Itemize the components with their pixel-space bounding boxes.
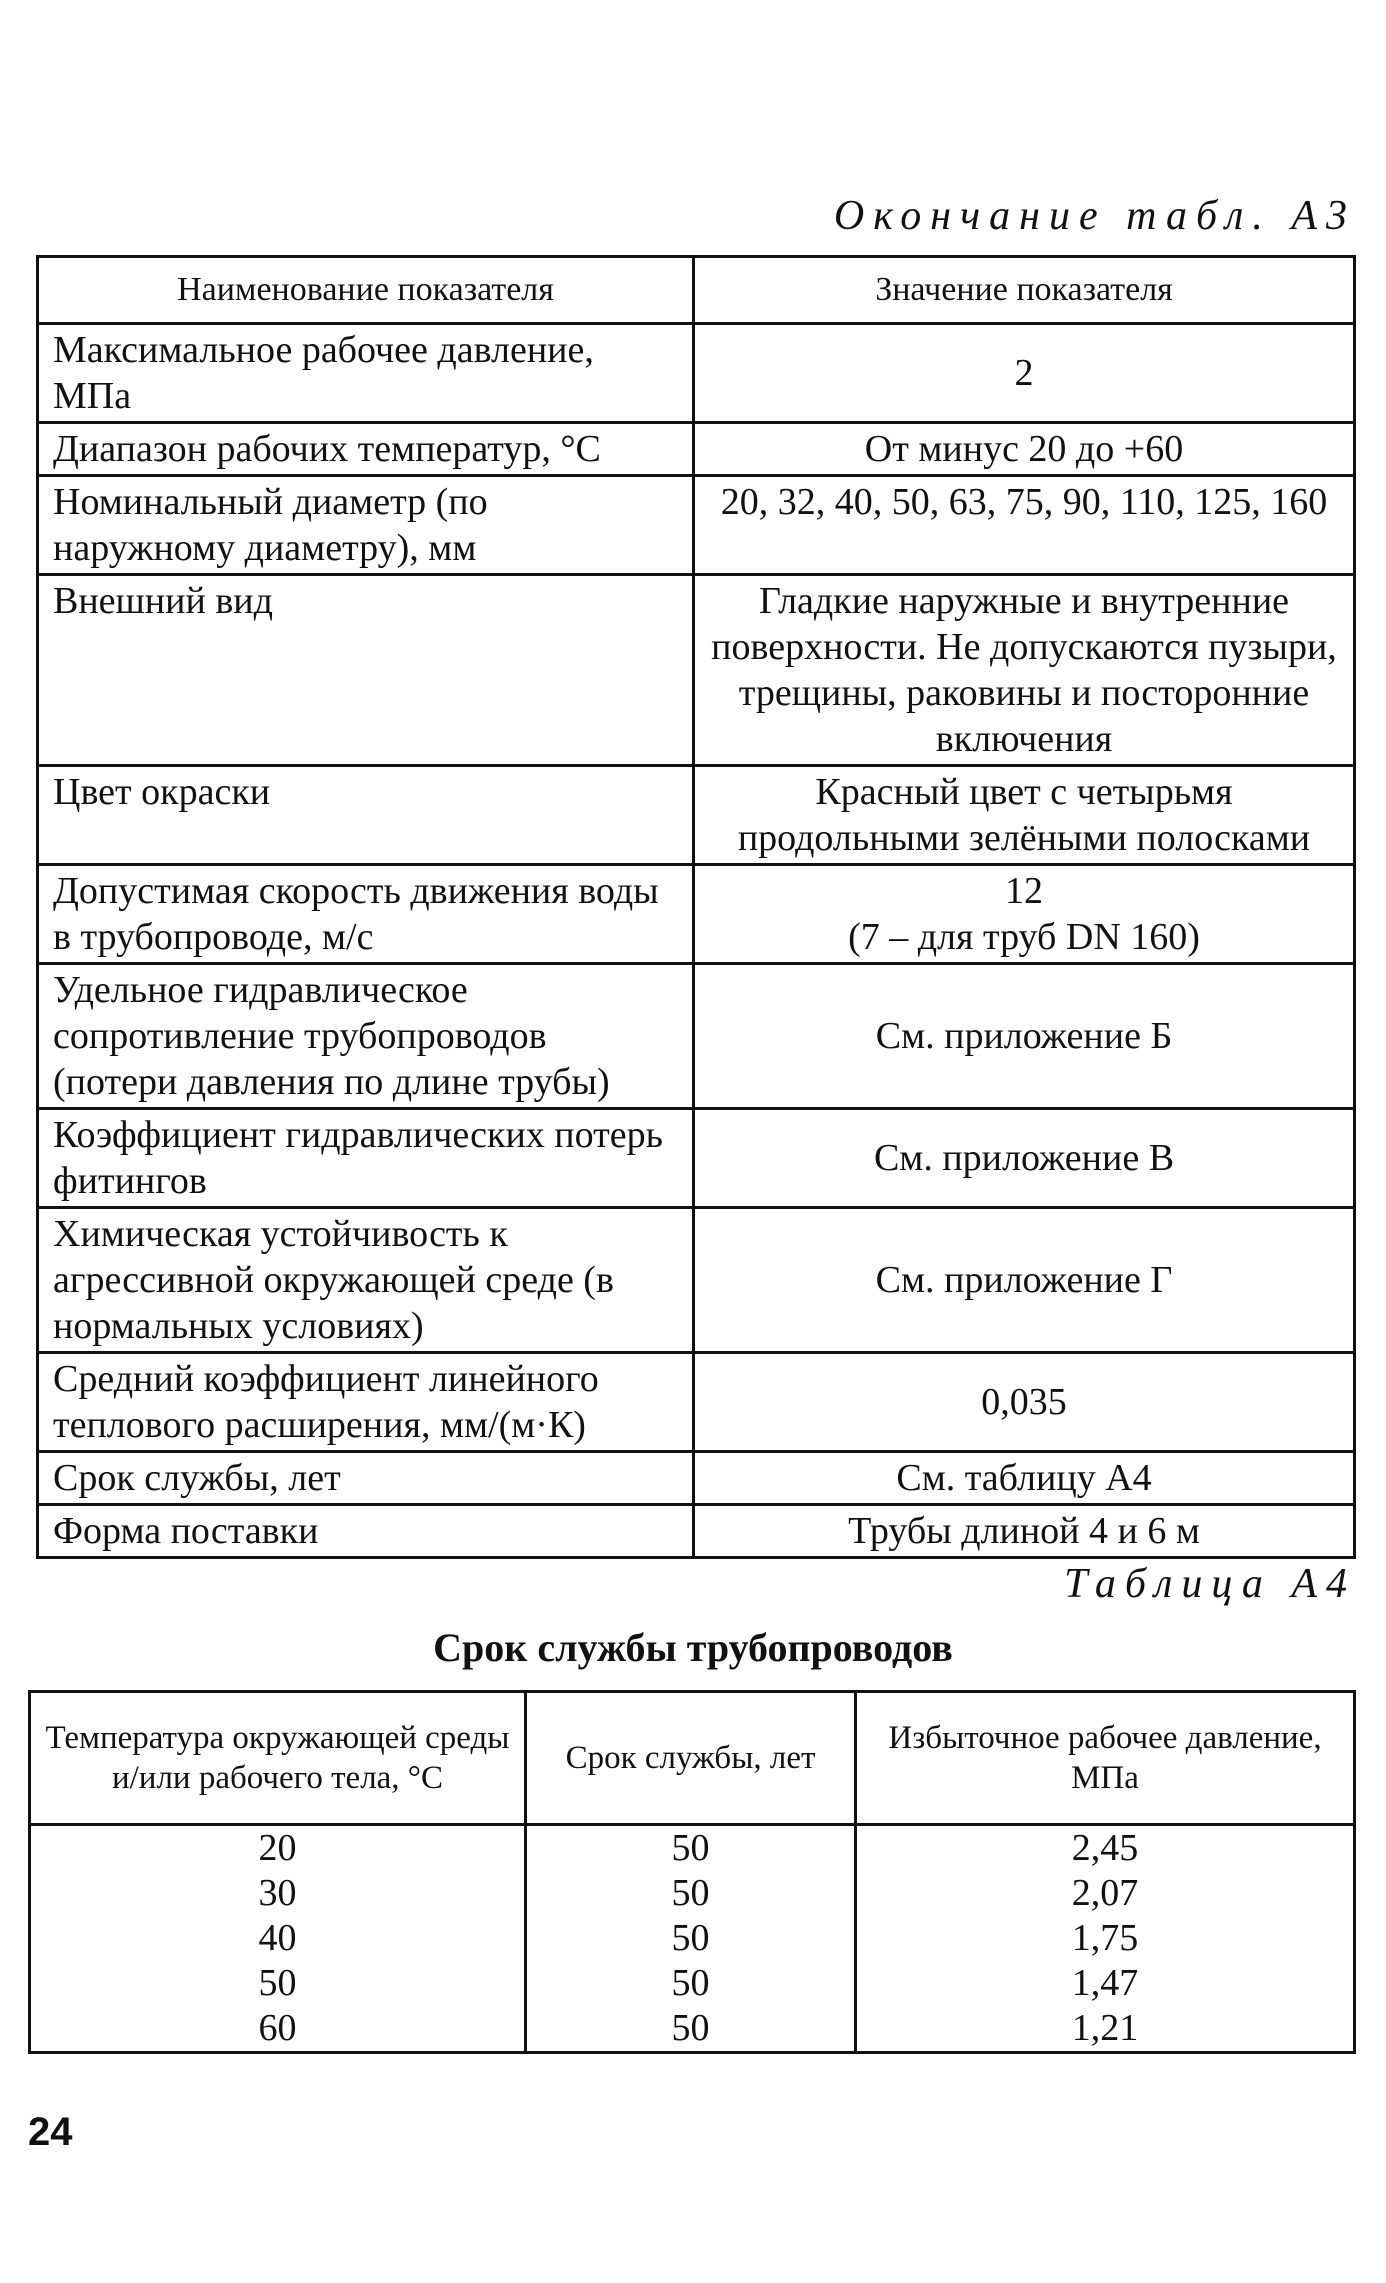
property-name: Срок службы, лет (38, 1452, 694, 1505)
pressure-cell: 2,45 (856, 1825, 1355, 1872)
property-name: Максимальное рабочее давление, МПа (38, 324, 694, 423)
property-value: См. приложение Г (694, 1208, 1355, 1353)
column-header: Температура окружающей среды и/или рабочего тела, °С (30, 1692, 526, 1825)
table-row (30, 1961, 1355, 2006)
property-value: От минус 20 до +60 (694, 423, 1355, 476)
table-row (38, 1208, 1355, 1353)
value-line: (7 – для труб DN 160) (848, 916, 1200, 958)
property-name: Цвет окраски (38, 766, 694, 865)
temperature-cell: 20 (30, 1825, 526, 1872)
property-value: См. приложение Б (694, 964, 1355, 1109)
property-value: Красный цвет с четырьмя продольными зелёными полосками (694, 766, 1355, 865)
table-header-row (38, 257, 1355, 324)
property-value: 20, 32, 40, 50, 63, 75, 90, 110, 125, 160 (694, 476, 1355, 575)
service-life-cell: 50 (526, 1825, 856, 1872)
table-row (38, 423, 1355, 476)
property-name: Коэффициент гидравлических потерь фитингов (38, 1109, 694, 1208)
property-name: Внешний вид (38, 575, 694, 766)
property-name: Номинальный диаметр (по наружному диаметру), мм (38, 476, 694, 575)
table-row (30, 2006, 1355, 2053)
property-value: 2 (694, 324, 1355, 423)
table-row (30, 1916, 1355, 1961)
table-row (38, 766, 1355, 865)
pressure-cell: 1,75 (856, 1916, 1355, 1961)
service-life-table (28, 1690, 1356, 2054)
value-line: 12 (1005, 870, 1043, 912)
column-header: Избыточное рабочее давление, МПа (856, 1692, 1355, 1825)
property-value: 0,035 (694, 1353, 1355, 1452)
table-row (38, 964, 1355, 1109)
service-life-cell: 50 (526, 1961, 856, 2006)
service-life-cell: 50 (526, 2006, 856, 2053)
column-header: Наименование показателя (38, 257, 694, 324)
table-row (38, 324, 1355, 423)
column-header: Значение показателя (694, 257, 1355, 324)
pressure-cell: 1,21 (856, 2006, 1355, 2053)
property-name: Форма поставки (38, 1505, 694, 1558)
table-header-row (30, 1692, 1355, 1825)
property-name: Средний коэффициент линейного теплового расширения, мм/(м·К) (38, 1353, 694, 1452)
temperature-cell: 30 (30, 1871, 526, 1916)
pressure-cell: 1,47 (856, 1961, 1355, 2006)
properties-table (36, 255, 1356, 1559)
property-value: Трубы длиной 4 и 6 м (694, 1505, 1355, 1558)
property-name: Удельное гидравлическое сопротивление трубопроводов (потери давления по длине трубы) (38, 964, 694, 1109)
property-value (694, 865, 1355, 964)
column-header: Срок службы, лет (526, 1692, 856, 1825)
property-value: Гладкие наружные и внутренние поверхности. Не допускаются пузыри, трещины, раковины и посторонние включения (694, 575, 1355, 766)
property-name: Химическая устойчивость к агрессивной окружающей среде (в нормальных условиях) (38, 1208, 694, 1353)
table-row (38, 476, 1355, 575)
table-row (38, 1109, 1355, 1208)
table-row (38, 1353, 1355, 1452)
service-life-cell: 50 (526, 1871, 856, 1916)
table-continuation-caption: Окончание табл. А3 (833, 193, 1356, 239)
temperature-cell: 50 (30, 1961, 526, 2006)
page-number: 24 (28, 2110, 73, 2154)
table-row (38, 575, 1355, 766)
property-value: См. приложение В (694, 1109, 1355, 1208)
service-life-cell: 50 (526, 1916, 856, 1961)
property-name: Диапазон рабочих температур, °С (38, 423, 694, 476)
property-value: См. таблицу А4 (694, 1452, 1355, 1505)
table-row (38, 1505, 1355, 1558)
pressure-cell: 2,07 (856, 1871, 1355, 1916)
table-row (30, 1825, 1355, 1872)
table-row (38, 865, 1355, 964)
temperature-cell: 60 (30, 2006, 526, 2053)
table-label: Таблица А4 (1064, 1561, 1356, 1607)
temperature-cell: 40 (30, 1916, 526, 1961)
table-row (30, 1871, 1355, 1916)
table-row (38, 1452, 1355, 1505)
property-name: Допустимая скорость движения воды в трубопроводе, м/с (38, 865, 694, 964)
table-title: Срок службы трубопроводов (433, 1625, 953, 1670)
